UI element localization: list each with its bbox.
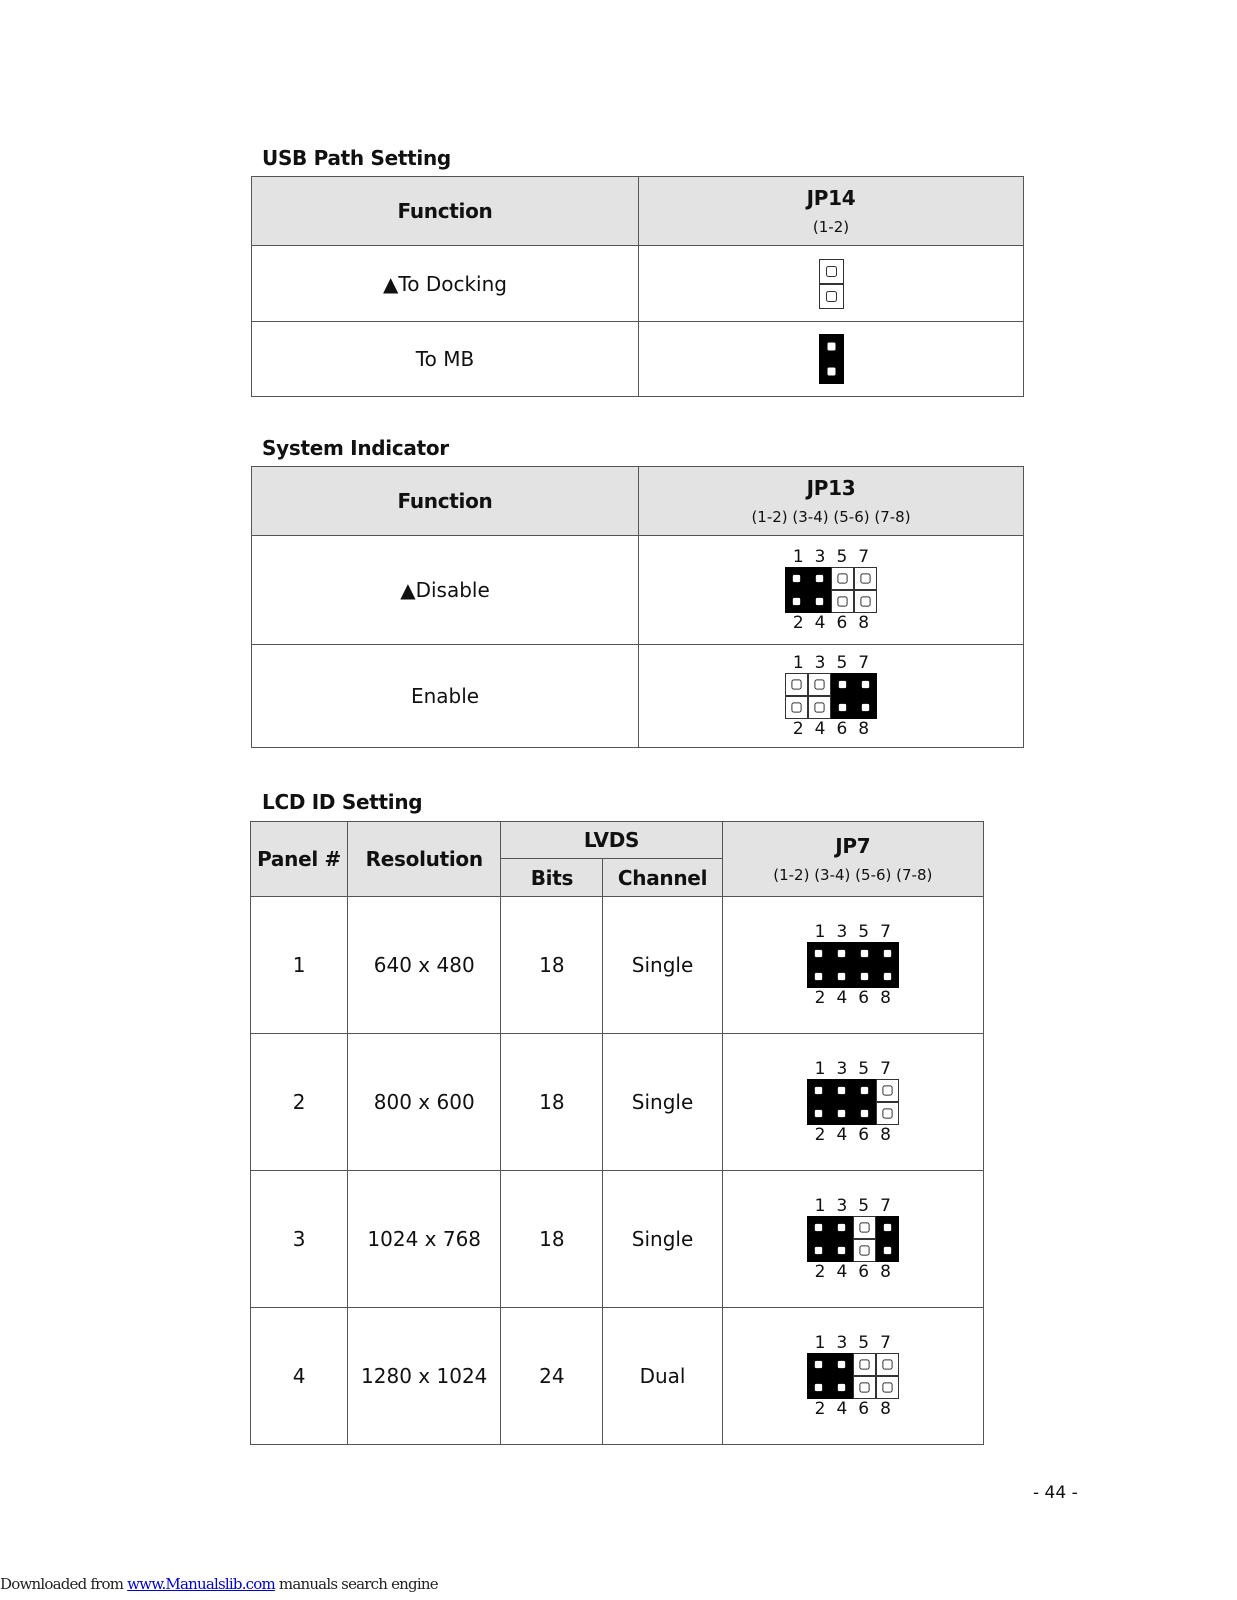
lcd-lvds-header-label: LVDS bbox=[583, 828, 640, 852]
shorted-pin bbox=[884, 1247, 891, 1254]
jumper-svg bbox=[785, 567, 877, 613]
lcd-channel: Single bbox=[603, 897, 722, 1034]
jumper-cap bbox=[808, 567, 831, 613]
shorted-pin bbox=[815, 973, 822, 980]
jumper-diagram bbox=[819, 259, 844, 309]
footer-prefix: Downloaded from bbox=[0, 1575, 128, 1593]
jumper-diagram bbox=[782, 673, 880, 719]
lcd-jumper-cell bbox=[722, 897, 983, 1034]
lcd-panel-header-label: Panel # bbox=[257, 847, 342, 871]
lcd-resolution: 800 x 600 bbox=[348, 1034, 501, 1171]
pin-numbers-top: 1357 bbox=[792, 653, 881, 673]
shorted-pin bbox=[838, 1224, 845, 1231]
jumper-svg bbox=[785, 673, 877, 719]
lcd-channel-header-label: Channel bbox=[617, 865, 708, 890]
jumper-cap bbox=[854, 673, 877, 719]
lcd-jumper-pins: (1-2) (3-4) (5-6) (7-8) bbox=[773, 866, 933, 884]
jumper-diagram bbox=[819, 334, 844, 384]
pin-cell bbox=[854, 568, 876, 590]
lcd-bits: 24 bbox=[501, 1308, 603, 1445]
sysind-jumper-cell bbox=[639, 645, 1024, 748]
shorted-pin bbox=[838, 1110, 845, 1117]
pin-numbers-top: 1357 bbox=[792, 547, 881, 567]
jumper-block bbox=[804, 1333, 902, 1419]
shorted-pin bbox=[816, 598, 823, 605]
lcd-panel: 2 bbox=[251, 1034, 348, 1171]
shorted-pin bbox=[815, 1087, 822, 1094]
shorted-pin bbox=[793, 575, 800, 582]
pin-numbers-bottom: 2468 bbox=[814, 1399, 902, 1419]
shorted-pin bbox=[815, 1384, 822, 1391]
sysind-row-label: ▲Disable bbox=[252, 536, 639, 645]
shorted-pin bbox=[815, 1247, 822, 1254]
lcd-resolution: 1280 x 1024 bbox=[348, 1308, 501, 1445]
pin-numbers-bottom: 2468 bbox=[814, 988, 902, 1008]
jumper-block bbox=[804, 1059, 902, 1145]
lcd-bits-header-label: Bits bbox=[530, 865, 574, 890]
jumper-diagram bbox=[782, 567, 880, 613]
lcd-jumper-header bbox=[722, 822, 983, 897]
lcd-panel: 4 bbox=[251, 1308, 348, 1445]
shorted-pin bbox=[838, 950, 845, 957]
jumper-cap bbox=[876, 942, 899, 988]
table-row bbox=[252, 246, 1024, 322]
usb-jumper-pins: (1-2) bbox=[812, 218, 850, 236]
table-row bbox=[252, 536, 1024, 645]
shorted-pin bbox=[815, 1110, 822, 1117]
shorted-pin bbox=[816, 575, 823, 582]
lcd-panel-header bbox=[251, 822, 348, 897]
sysind-jumper-header bbox=[639, 467, 1024, 536]
footer-suffix: manuals search engine bbox=[274, 1575, 438, 1593]
usb-jumper-cell bbox=[639, 322, 1024, 397]
jumper-cap bbox=[785, 567, 808, 613]
lcd-resolution: 640 x 480 bbox=[348, 897, 501, 1034]
shorted-pin bbox=[815, 1361, 822, 1368]
pin-cell bbox=[785, 674, 807, 696]
sysind-jumper-name: JP13 bbox=[806, 476, 856, 500]
jumper-svg bbox=[819, 334, 844, 384]
jumper-cap bbox=[831, 673, 854, 719]
lcd-bits: 18 bbox=[501, 1034, 603, 1171]
jumper-diagram bbox=[804, 1216, 902, 1262]
jumper-svg bbox=[807, 942, 899, 988]
manualslib-link[interactable]: www.Manualslib.com bbox=[127, 1575, 275, 1593]
pin-cell bbox=[876, 1354, 898, 1376]
download-footer bbox=[0, 1575, 438, 1593]
sysind-row-label: Enable bbox=[252, 645, 639, 748]
shorted-pin bbox=[838, 1384, 845, 1391]
page-number: - 44 - bbox=[1033, 1483, 1078, 1503]
lcd-resolution: 1024 x 768 bbox=[348, 1171, 501, 1308]
shorted-pin bbox=[793, 598, 800, 605]
jumper-cap bbox=[876, 1216, 899, 1262]
shorted-pin bbox=[839, 681, 846, 688]
shorted-pin bbox=[838, 1087, 845, 1094]
lcd-jumper-name: JP7 bbox=[835, 834, 871, 858]
pin-numbers-top: 1357 bbox=[814, 1196, 902, 1216]
lcd-bits: 18 bbox=[501, 1171, 603, 1308]
jumper-cap bbox=[830, 1079, 853, 1125]
pin-cell bbox=[876, 1080, 898, 1102]
pin-numbers-top: 1357 bbox=[814, 922, 902, 942]
usb-row-label: To MB bbox=[252, 322, 639, 397]
sysind-jumper-cell bbox=[639, 536, 1024, 645]
shorted-pin bbox=[861, 1110, 868, 1117]
pin-cell bbox=[785, 697, 807, 719]
usb-jumper-name: JP14 bbox=[806, 186, 856, 210]
usb-section-title: USB Path Setting bbox=[262, 146, 451, 170]
shorted-pin bbox=[815, 1224, 822, 1231]
lcd-panel: 3 bbox=[251, 1171, 348, 1308]
pin-cell bbox=[876, 1103, 898, 1125]
pin-cell bbox=[831, 568, 853, 590]
lcd-bits-header bbox=[501, 859, 603, 897]
lcd-jumper-cell bbox=[722, 1171, 983, 1308]
shorted-pin bbox=[815, 950, 822, 957]
lcd-resolution-header-label: Resolution bbox=[365, 847, 483, 871]
shorted-pin bbox=[839, 704, 846, 711]
shorted-pin bbox=[838, 1361, 845, 1368]
pin-cell bbox=[819, 259, 843, 283]
shorted-pin bbox=[861, 950, 868, 957]
lcd-channel-header bbox=[603, 859, 722, 897]
lcd-bits: 18 bbox=[501, 897, 603, 1034]
table-row bbox=[252, 322, 1024, 397]
lcd-jumper-cell bbox=[722, 1308, 983, 1445]
jumper-cap bbox=[830, 1216, 853, 1262]
lcd-section-title: LCD ID Setting bbox=[262, 790, 423, 814]
lcd-channel: Single bbox=[603, 1034, 722, 1171]
usb-jumper-header bbox=[639, 177, 1024, 246]
table-row bbox=[251, 1171, 984, 1308]
lcd-resolution-header bbox=[348, 822, 501, 897]
jumper-svg bbox=[807, 1353, 899, 1399]
pin-cell bbox=[853, 1377, 875, 1399]
shorted-pin bbox=[884, 1224, 891, 1231]
sysind-function-header bbox=[252, 467, 639, 536]
lcd-id-table bbox=[250, 821, 984, 1445]
jumper-cap bbox=[853, 1079, 876, 1125]
jumper-block bbox=[782, 547, 880, 633]
shorted-pin bbox=[862, 704, 869, 711]
lcd-channel: Single bbox=[603, 1171, 722, 1308]
lcd-jumper-cell bbox=[722, 1034, 983, 1171]
jumper-diagram bbox=[804, 942, 902, 988]
pin-numbers-top: 1357 bbox=[814, 1333, 902, 1353]
usb-function-header bbox=[252, 177, 639, 246]
jumper-cap bbox=[807, 1079, 830, 1125]
pin-cell bbox=[876, 1377, 898, 1399]
jumper-cap bbox=[830, 1353, 853, 1399]
lcd-panel: 1 bbox=[251, 897, 348, 1034]
pin-cell bbox=[853, 1354, 875, 1376]
shorted-pin bbox=[838, 1247, 845, 1254]
jumper-block bbox=[804, 922, 902, 1008]
shorted-pin bbox=[827, 343, 835, 351]
usb-jumper-cell bbox=[639, 246, 1024, 322]
jumper-cap bbox=[830, 942, 853, 988]
pin-numbers-bottom: 2468 bbox=[792, 719, 881, 739]
pin-cell bbox=[808, 697, 830, 719]
lcd-lvds-header bbox=[501, 822, 722, 859]
jumper-diagram bbox=[804, 1079, 902, 1125]
shorted-pin bbox=[827, 368, 835, 376]
pin-cell bbox=[819, 284, 843, 308]
shorted-pin bbox=[861, 973, 868, 980]
usb-row-label: ▲To Docking bbox=[252, 246, 639, 322]
usb-path-table bbox=[251, 176, 1024, 397]
table-row bbox=[251, 897, 984, 1034]
pin-cell bbox=[831, 591, 853, 613]
jumper-cap bbox=[807, 1216, 830, 1262]
usb-function-header-label: Function bbox=[397, 199, 493, 223]
jumper-block bbox=[804, 1196, 902, 1282]
pin-cell bbox=[854, 591, 876, 613]
system-indicator-table bbox=[251, 466, 1024, 748]
table-row bbox=[251, 1034, 984, 1171]
shorted-pin bbox=[884, 950, 891, 957]
jumper-cap bbox=[853, 942, 876, 988]
jumper-svg bbox=[807, 1216, 899, 1262]
jumper-diagram bbox=[804, 1353, 902, 1399]
jumper-cap bbox=[819, 334, 844, 384]
shorted-pin bbox=[861, 1087, 868, 1094]
jumper-cap bbox=[807, 1353, 830, 1399]
table-row bbox=[251, 1308, 984, 1445]
shorted-pin bbox=[838, 973, 845, 980]
table-row bbox=[252, 645, 1024, 748]
pin-numbers-bottom: 2468 bbox=[814, 1262, 902, 1282]
pin-numbers-top: 1357 bbox=[814, 1059, 902, 1079]
jumper-cap bbox=[807, 942, 830, 988]
jumper-svg bbox=[807, 1079, 899, 1125]
shorted-pin bbox=[862, 681, 869, 688]
pin-numbers-bottom: 2468 bbox=[814, 1125, 902, 1145]
lcd-channel: Dual bbox=[603, 1308, 722, 1445]
pin-cell bbox=[808, 674, 830, 696]
sysind-jumper-pins: (1-2) (3-4) (5-6) (7-8) bbox=[751, 508, 911, 526]
pin-cell bbox=[853, 1240, 875, 1262]
jumper-svg bbox=[819, 259, 844, 309]
pin-numbers-bottom: 2468 bbox=[792, 613, 881, 633]
sysind-function-header-label: Function bbox=[397, 489, 493, 513]
pin-cell bbox=[853, 1217, 875, 1239]
sysind-section-title: System Indicator bbox=[262, 436, 449, 460]
jumper-block bbox=[782, 653, 880, 739]
shorted-pin bbox=[884, 973, 891, 980]
